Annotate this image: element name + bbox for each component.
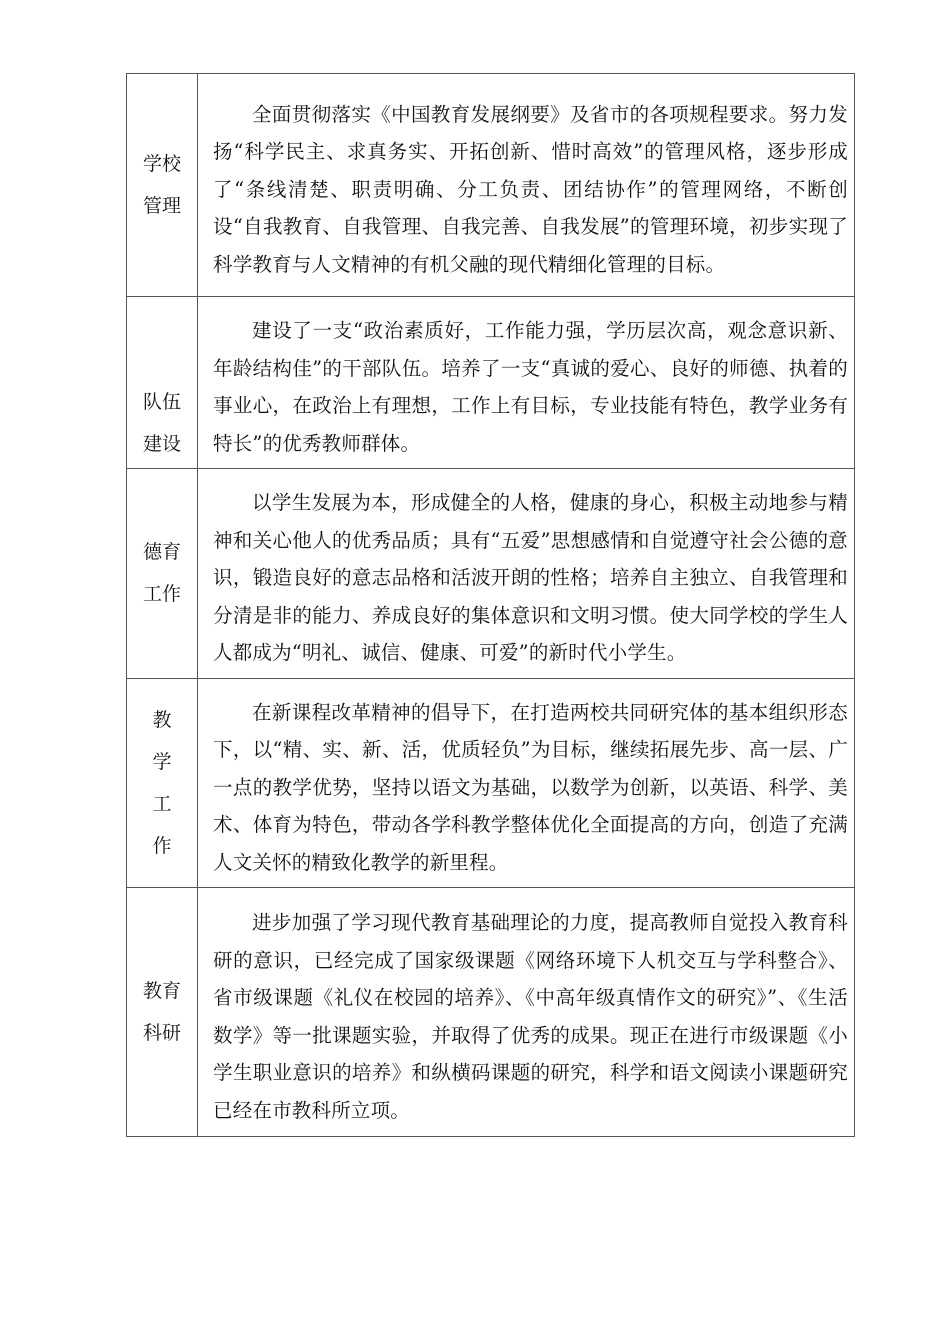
row-content-cell [198, 74, 855, 297]
row-content-cell [198, 469, 855, 679]
row-label: 德育工作 [142, 541, 181, 606]
row-label: 教育科研 [142, 980, 181, 1044]
table-row-school-management [127, 74, 855, 297]
row-content: 全面贯彻落实《中国教育发展纲要》及省市的各项规程要求。努力发扬“科学民主、求真务实、开拓创新、惜时高效”的管理风格，逐步形成了“条线清楚、职责明确、分工负责、团结协作”的管理网络，不断创设“自我教育、自我管理、自我完善、自我发展”的管理环境，初步实现了科学教育与人文精神的有机父融的现代精细化管理的目标。 [213, 102, 848, 276]
row-content: 建设了一支“政治素质好，工作能力强，学历层次高，观念意识新、年龄结构佳”的干部队伍。培养了一支“真诚的爱心、良好的师德、执着的事业心，在政治上有理想，工作上有目标，专业技能有特色，教学业务有特长”的优秀教师群体。 [213, 319, 848, 455]
table-row-team-building [127, 297, 855, 469]
row-label: 学校管理 [142, 153, 181, 217]
row-content: 进步加强了学习现代教育基础理论的力度，提高教师自觉投入教育科研的意识，已经完成了国家级课题《网络环境下人机交互与学科整合》、省市级课题《礼仪在校园的培养》、《中高年级真情作文的研究》”、《生活数学》等一批课题实验，并取得了优秀的成果。现正在进行市级课题《小学生职业意识的培养》和纵横码课题的研究，科学和语文阅读小课题研究已经在市教科所立项。 [213, 911, 848, 1122]
row-label-cell [127, 74, 198, 297]
row-label-cell [127, 469, 198, 679]
row-label: 队伍建设 [142, 390, 181, 455]
table-row-moral-education [127, 469, 855, 679]
table-row-educational-research [127, 888, 855, 1137]
row-content: 以学生发展为本，形成健全的人格，健康的身心，积极主动地参与精神和关心他人的优秀品质；具有“五爱”思想感情和自觉遵守社会公德的意识，锻造良好的意志品格和活波开朗的性格；培养自主独立、自我管理和分清是非的能力、养成良好的集体意识和文明习惯。使大同学校的学生人人都成为“明礼、诚信、健康、可爱”的新时代小学生。 [213, 491, 848, 664]
row-content: 在新课程改革精神的倡导下，在打造两校共同研究体的基本组织形态下，以“精、实、新、活，优质轻负”为目标，继续拓展先步、高一层、广一点的教学优势，坚持以语文为基础，以数学为创新，以英语、科学、美术、体育为特色，带动各学科教学整体优化全面提高的方向，创造了充满人文关怀的精致化教学的新里程。 [213, 700, 848, 874]
row-label-cell [127, 297, 198, 469]
table-row-teaching-work [127, 678, 855, 888]
row-content-cell [198, 888, 855, 1137]
row-content-cell [198, 297, 855, 469]
row-content-cell [198, 678, 855, 888]
row-label-cell [127, 678, 198, 888]
row-label: 教学工作 [152, 708, 172, 857]
row-label-cell [127, 888, 198, 1137]
school-overview-table [126, 73, 855, 1137]
